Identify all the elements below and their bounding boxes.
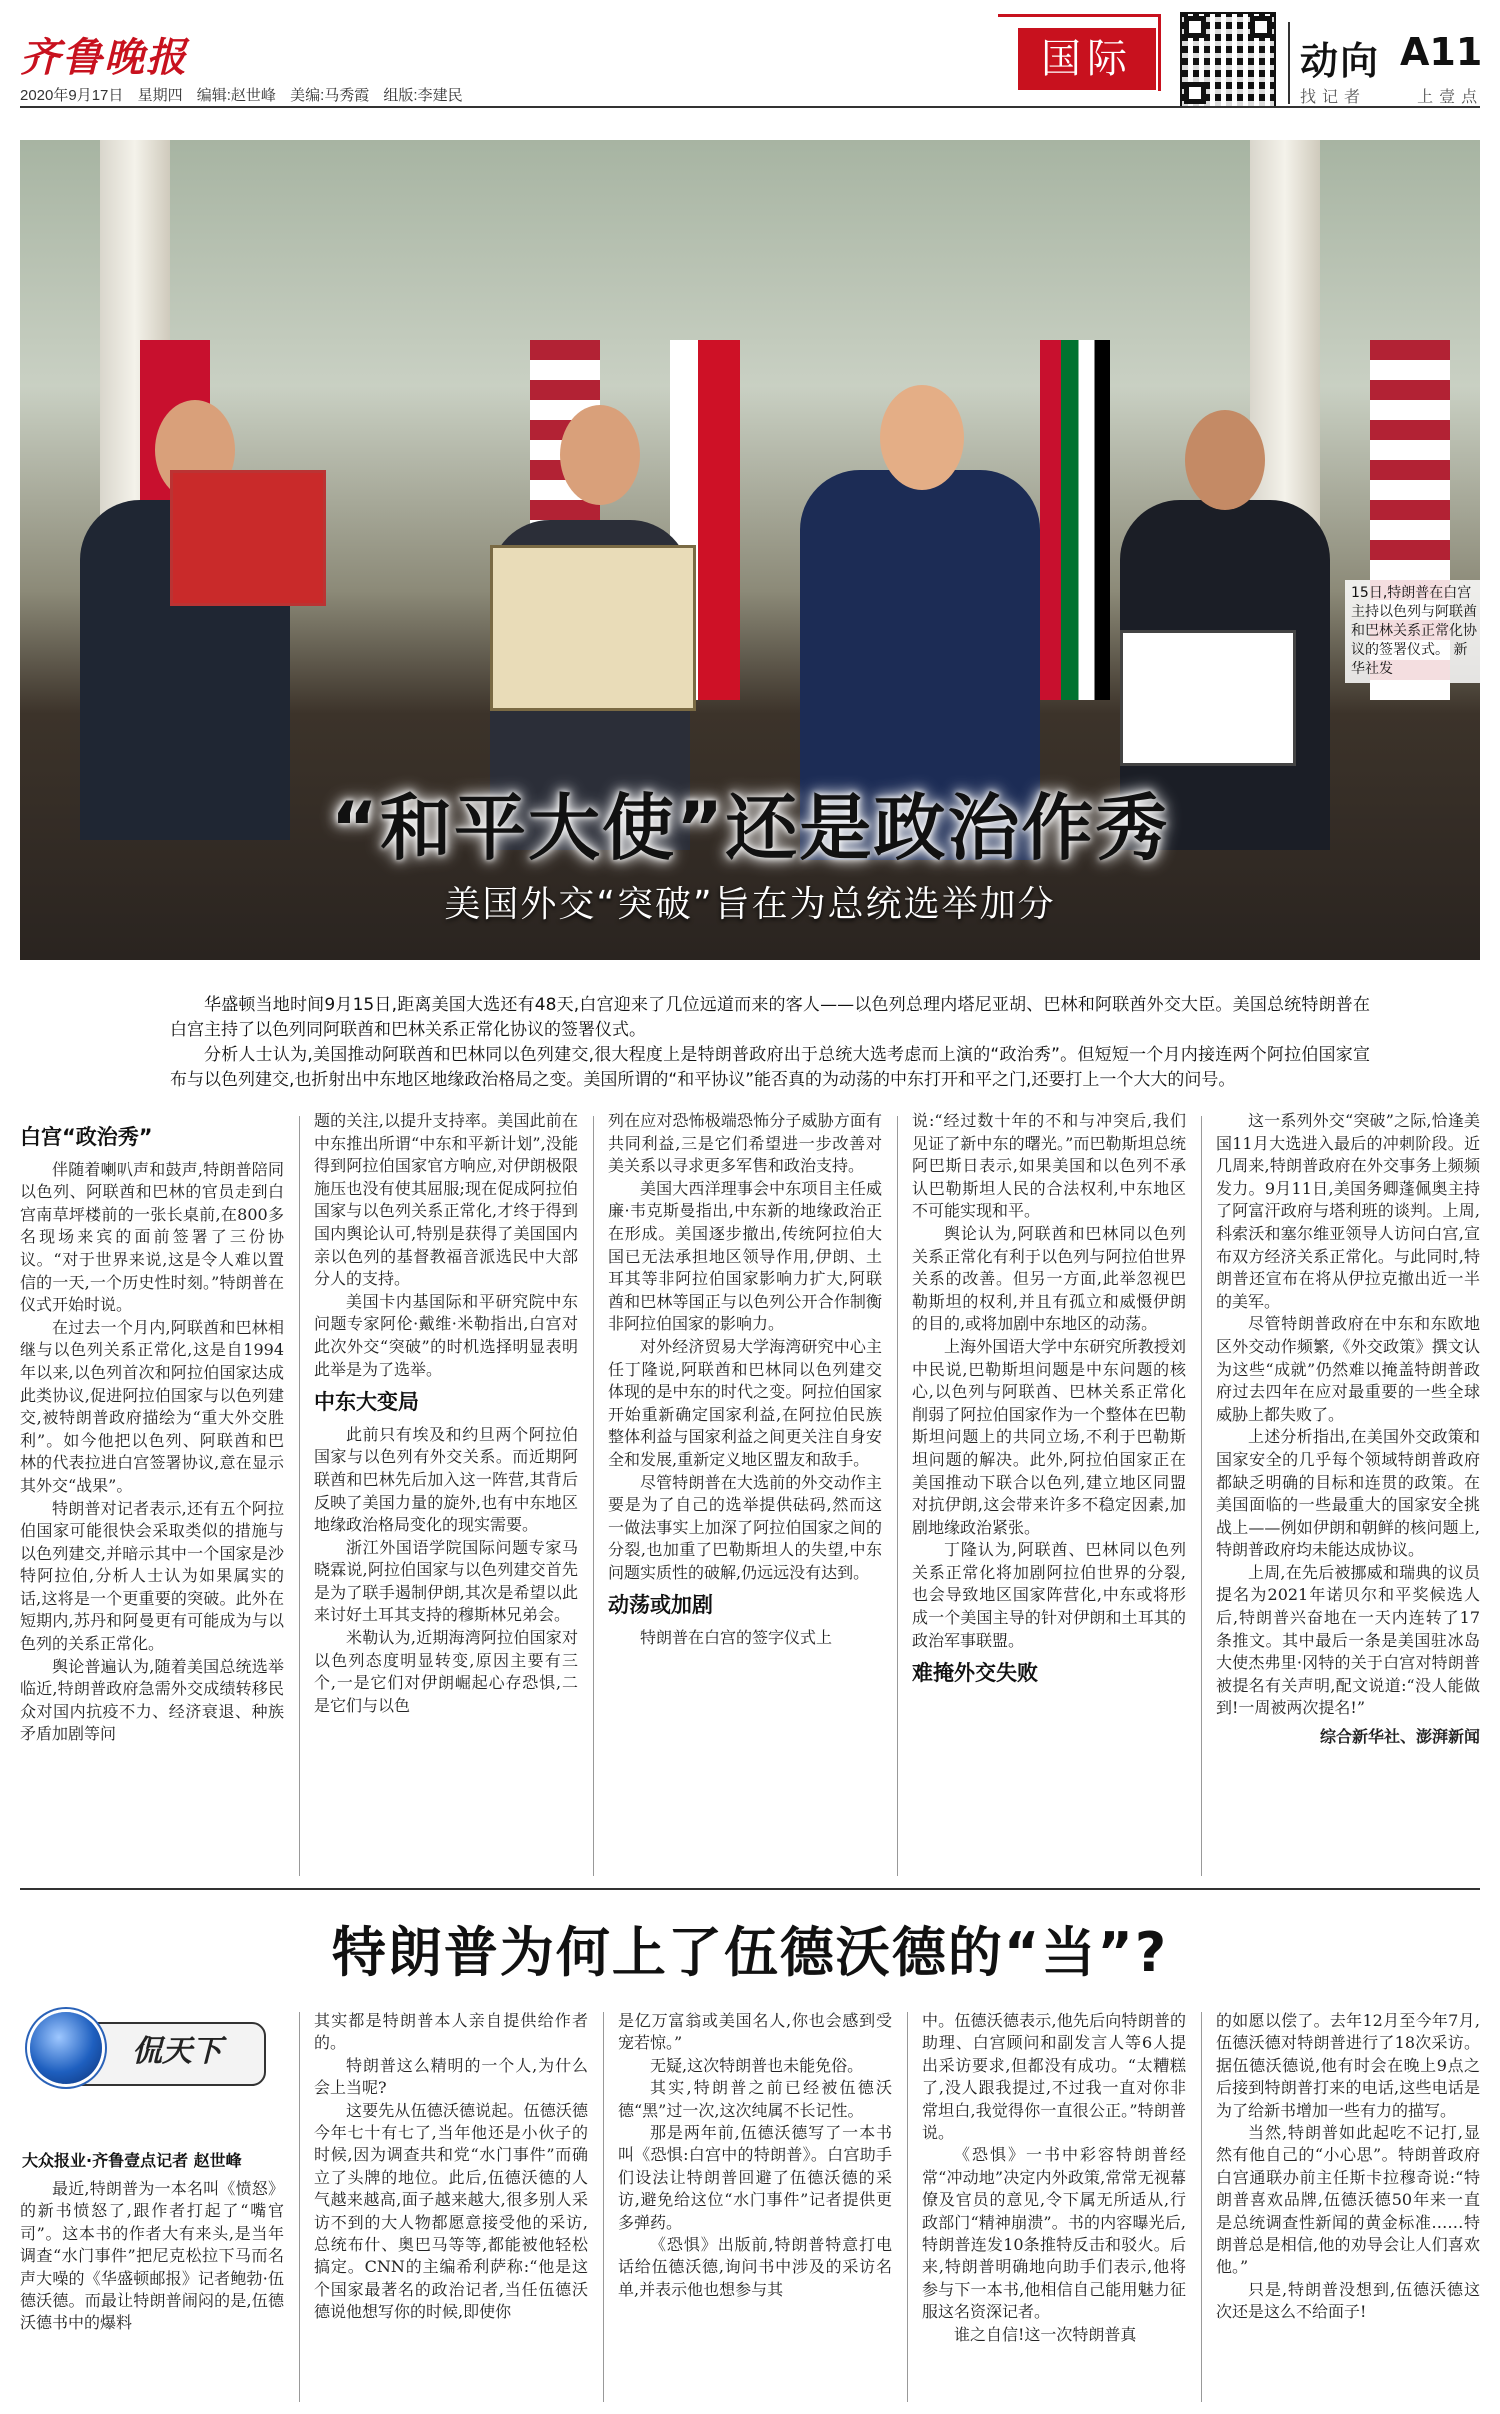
body-paragraph: 上周,在先后被挪威和瑞典的议员提名为2021年诺贝尔和平奖候选人后,特朗普兴奋地在一天内连转了17条推文。其中最后一条是美国驻冰岛大使杰弗里·冈特的关于白宫对特朗普被提名有关声明,配文说道:“没人能做到!一周被两次提名!” <box>1216 1562 1480 1718</box>
body-paragraph: 说:“经过数十年的不和与冲突后,我们见证了新中东的曙光。”而巴勒斯坦总统阿巴斯日表示,如果美国和以色列不承认巴勒斯坦人民的合法权利,中东地区不可能实现和平。 <box>912 1111 1186 1221</box>
headline: 特朗普为何上了伍德沃德的“当”? <box>331 1921 1169 1984</box>
qr-code-icon[interactable] <box>1180 12 1276 108</box>
masthead-divider <box>1288 22 1290 104</box>
article-column <box>20 2178 284 2335</box>
article-column <box>1216 2010 1480 2324</box>
article-column <box>314 2010 588 2324</box>
slogan: 找记者 上壹点 <box>1300 87 1484 106</box>
subheadline: 美国外交“突破”旨在为总统选举加分 <box>444 884 1056 925</box>
section-tab[interactable]: 国际 <box>1018 28 1156 90</box>
body-paragraph: 《恐惧》出版前,特朗普特意打电话给伍德沃德,询问书中涉及的采访名单,并表示他也想参与其 <box>618 2235 892 2299</box>
column-rule <box>907 2012 908 2402</box>
story-divider <box>20 1888 1480 1890</box>
section-subtitle: 动荡或加剧 <box>608 1593 713 1618</box>
body-paragraph: 这一系列外交“突破”之际,恰逢美国11月大选进入最后的冲刺阶段。近几周来,特朗普政府在外交事务上频频发力。9月11日,美国务卿蓬佩奥主持了阿富汗政府与塔利班的谈判。上周,科索沃和塞尔维亚领导人访问白宫,宣布双方经济关系正常化。与此同时,特朗普还宣布在将从伊拉克撤出近一半的美军。 <box>1216 1111 1480 1311</box>
lead-paragraph: 分析人士认为,美国推动阿联酋和巴林同以色列建交,很大程度上是特朗普政府出于总统大选考虑而上演的“政治秀”。但短短一个月内接连两个阿拉伯国家宣布与以色列建交,也折射出中东地区地缘政治格局之变。美国所谓的“和平协议”能否真的为动荡的中东打开和平之门,还要打上一个大大的问号。 <box>170 1045 1370 1090</box>
globe-icon <box>30 2012 102 2084</box>
body-paragraph: 特朗普对记者表示,还有五个阿拉伯国家可能很快会采取类似的措施与以色列建交,并暗示其中一个国家是沙特阿拉伯,分析人士认为如果属实的话,这将是一个更重要的突破。此外在短期内,苏丹和阿曼更有可能成为与以色列的关系正常化。 <box>20 1498 284 1654</box>
column-rule <box>1201 1116 1202 1876</box>
column-logo <box>22 2012 262 2082</box>
article-column <box>608 1110 882 1650</box>
body-paragraph: 《恐惧》一书中彩容特朗普经常“冲动地”决定内外政策,常常无视幕僚及官员的意见,令下属无所适从,行政部门“精神崩溃”。书的内容曝光后,特朗普连发10条推特反击和驳火。后来,特朗普明确地向助手们表示,他将参与下一本书,他相信自己能用魅力征服这名资深记者。 <box>922 2145 1186 2322</box>
article-column <box>20 1116 284 1746</box>
article-column <box>1216 1110 1480 1749</box>
body-paragraph: 其实,特朗普之前已经被伍德沃德“黑”过一次,这次纯属不长记性。 <box>618 2078 892 2120</box>
column-rule <box>1201 2012 1202 2402</box>
headline: “和平大使”还是政治作秀 <box>330 786 1170 870</box>
column-rule <box>603 2012 604 2402</box>
body-paragraph: 尽管特朗普政府在中东和东欧地区外交动作频繁,《外交政策》撰文认为这些“成就”仍然难以掩盖特朗普政府过去四年在应对最重要的一些全球威胁上都失败了。 <box>1216 1314 1480 1424</box>
body-paragraph: 特朗普这么精明的一个人,为什么会上当呢? <box>314 2055 588 2098</box>
article-byline: 大众报业·齐鲁壹点记者 赵世峰 <box>22 2151 242 2170</box>
body-paragraph: 中。伍德沃德表示,他先后向特朗普的助理、白宫顾问和副发言人等6人提出采访要求,但都没有成功。“太糟糕了,没人跟我提过,不过我一直对你非常坦白,我觉得你一直很公正。”特朗普说。 <box>922 2011 1186 2143</box>
body-paragraph: 其实都是特朗普本人亲自提供给作者的。 <box>314 2011 588 2053</box>
body-paragraph: 只是,特朗普没想到,伍德沃德这次还是这么不给面子! <box>1216 2279 1480 2322</box>
body-paragraph: 那是两年前,伍德沃德写了一本书叫《恐惧:白宫中的特朗普》。白宫助手们设法让特朗普回避了伍德沃德的采访,避免给这位“水门事件”记者提供更多弹药。 <box>618 2123 892 2232</box>
body-paragraph: 对外经济贸易大学海湾研究中心主任丁隆说,阿联酋和巴林同以色列建交体现的是中东的时代之变。阿拉伯国家开始重新确定国家利益,在阿拉伯民族整体利益与国家利益之间更关注自身安全和发展,重新定义地区盟友和敌手。 <box>608 1336 882 1469</box>
body-paragraph: 美国卡内基国际和平研究院中东问题专家阿伦·戴维·米勒指出,白宫对此次外交“突破”的时机选择明显表明此举是为了选举。 <box>314 1291 578 1379</box>
page-number: A11 <box>1400 30 1483 74</box>
section-subtitle: 白宫“政治秀” <box>20 1125 153 1149</box>
body-paragraph: 伴随着喇叭声和鼓声,特朗普陪同以色列、阿联酋和巴林的官员走到白宫南草坪楼前的一张长桌前,在800多名现场来宾的面前签署了三份协议。“对于世界来说,这是令人难以置信的一天,一个历史性时刻。”特朗普在仪式开始时说。 <box>20 1159 284 1315</box>
body-paragraph: 美国大西洋理事会中东项目主任威廉·韦克斯曼指出,中东新的地缘政治正在形成。美国逐步撤出,传统阿拉伯大国已无法承担地区领导作用,伊朗、土耳其等非阿拉伯国家影响力扩大,阿联酋和巴林等国正与以色列公开合作制衡非阿拉伯国家的影响力。 <box>608 1178 882 1334</box>
section-subtitle: 中东大变局 <box>314 1390 419 1415</box>
body-paragraph: 列在应对恐怖极端恐怖分子威胁方面有共同利益,三是它们希望进一步改善对美关系以寻求更多军售和政治支持。 <box>608 1111 882 1176</box>
body-paragraph: 最近,特朗普为一本名叫《愤怒》的新书愤怒了,跟作者打起了“嘴官司”。这本书的作者大有来头,是当年调查“水门事件”把尼克松拉下马而名声大噪的《华盛顿邮报》记者鲍勃·伍德沃德。而最让特朗普闹闷的是,伍德沃德书中的爆料 <box>20 2179 284 2333</box>
column-rule <box>299 1116 300 1876</box>
article-column <box>922 2010 1186 2346</box>
section-subtitle: 难掩外交失败 <box>912 1661 1038 1686</box>
photo-caption: 15日,特朗普在白宫主持以色列与阿联酋和巴林关系正常化协议的签署仪式。 新华社发 <box>1345 580 1487 683</box>
body-paragraph: 在过去一个月内,阿联酋和巴林相继与以色列关系正常化,这是自1994年以来,以色列首次和阿拉伯国家达成此类协议,促进阿拉伯国家与以色列建交,被特朗普政府描绘为“重大外交胜利”。如今他把以色列、阿联酋和巴林的代表拉进白宫签署协议,意在显示其外交“战果”。 <box>20 1317 284 1495</box>
article-byline: 综合新华社、澎湃新闻 <box>1319 1727 1480 1747</box>
body-paragraph: 题的关注,以提升支持率。美国此前在中东推出所谓“中东和平新计划”,没能得到阿拉伯国家官方响应,对伊朗极限施压也没有使其屈服;现在促成阿拉伯国家与以色列关系正常化,才终于得到国内舆论认可,特别是获得了美国国内亲以色列的基督教福音派选民中大部分人的支持。 <box>314 1111 578 1289</box>
body-paragraph: 当然,特朗普如此起吃不记打,显然有他自己的“小心思”。特朗普政府白宫通联办前主任斯卡拉穆奇说:“特朗普喜欢品牌,伍德沃德50年来一直是总统调查性新闻的黄金标准……特朗普总是相信,他的劝导会让人们喜欢他。” <box>1216 2123 1480 2277</box>
dateline: 2020年9月17日 星期四 编辑:赵世峰 美编:马秀霞 组版:李建民 <box>20 87 463 104</box>
body-paragraph: 此前只有埃及和约旦两个阿拉伯国家与以色列有外交关系。而近期阿联酋和巴林先后加入这一阵营,其背后反映了美国力量的旋外,也有中东地区地缘政治格局变化的现实需要。 <box>314 1424 578 1535</box>
column-logo-text: 侃天下 <box>132 2034 222 2069</box>
body-paragraph: 上海外国语大学中东研究所教授刘中民说,巴勒斯坦问题是中东问题的核心,以色列与阿联酋、巴林关系正常化削弱了阿拉伯国家作为一个整体在巴勒斯坦问题上的共同立场,不利于巴勒斯坦问题的解决。此外,阿拉伯国家正在美国推动下联合以色列,建立地区同盟对抗伊朗,这会带来许多不稳定因素,加剧地缘政治紧张。 <box>912 1336 1186 1537</box>
body-paragraph: 是亿万富翁或美国名人,你也会感到受宠若惊。” <box>618 2011 892 2053</box>
column-rule <box>897 1116 898 1876</box>
body-paragraph: 谁之自信!这一次特朗普真 <box>954 2324 1137 2344</box>
body-paragraph: 舆论认为,阿联酋和巴林同以色列关系正常化有利于以色列与阿拉伯世界关系的改善。但另一方面,此举忽视巴勒斯坦的权利,并且有孤立和威慑伊朗的目的,或将加剧中东地区的动荡。 <box>912 1223 1186 1334</box>
column-rule <box>299 2012 300 2402</box>
body-paragraph: 特朗普在白宫的签字仪式上 <box>640 1628 833 1648</box>
body-paragraph: 尽管特朗普在大选前的外交动作主要是为了自己的选举提供砝码,然而这一做法事实上加深了阿拉伯国家之间的分裂,也加重了巴勒斯坦人的失望,中东问题实质性的破解,仍远远没有达到。 <box>608 1472 882 1582</box>
body-paragraph: 的如愿以偿了。去年12月至今年7月,伍德沃德对特朗普进行了18次采访。据伍德沃德说,他有时会在晚上9点之后接到特朗普打来的电话,这些电话是为了给新书增加一些有力的描写。 <box>1216 2011 1480 2120</box>
article-column <box>314 1110 578 1717</box>
body-paragraph: 米勒认为,近期海湾阿拉伯国家对以色列态度明显转变,原因主要有三个,一是它们对伊朗崛起心存恐惧,二是它们与以色 <box>314 1628 578 1715</box>
body-paragraph: 这要先从伍德沃德说起。伍德沃德今年七十有七了,当年他还是小伙子的时候,因为调查共和党“水门事件”而确立了头牌的地位。此后,伍德沃德的人气越来越高,面子越来越大,很多别人采访不到的大人物都愿意接受他的采访,总统布什、奥巴马等等,都能被他轻松搞定。CNN的主编希利萨称:“他是这个国家最著名的政治记者,当任伍德沃德说他想写你的时候,即使你 <box>314 2100 588 2322</box>
lead-paragraph: 华盛顿当地时间9月15日,距离美国大选还有48天,白宫迎来了几位远道而来的客人——以色列总理内塔尼亚胡、巴林和阿联酋外交大臣。美国总统特朗普在白宫主持了以色列同阿联酋和巴林关系正常化协议的签署仪式。 <box>170 995 1370 1040</box>
body-paragraph: 舆论普遍认为,随着美国总统选举临近,特朗普政府急需外交成绩转移民众对国内抗疫不力、经济衰退、种族矛盾加剧等问 <box>20 1656 284 1744</box>
column-rule <box>593 1116 594 1876</box>
body-paragraph: 浙江外国语学院国际问题专家马晓霖说,阿拉伯国家与以色列建交首先是为了联手遏制伊朗,其次是希望以此来讨好土耳其支持的穆斯林兄弟会。 <box>314 1537 578 1625</box>
top-rule <box>20 106 1480 108</box>
page-section-label: 动向 <box>1300 39 1381 83</box>
body-paragraph: 无疑,这次特朗普也未能免俗。 <box>650 2055 864 2075</box>
body-paragraph: 上述分析指出,在美国外交政策和国家安全的几乎每个领域特朗普政府都缺乏明确的目标和连贯的政策。在美国面临的一些最重大的国家安全挑战上——例如伊朗和朝鲜的核问题上,特朗普政府均未能达成协议。 <box>1216 1427 1480 1560</box>
body-paragraph: 丁隆认为,阿联酋、巴林同以色列关系正常化将加剧阿拉伯世界的分裂,也会导致地区国家阵营化,中东或将形成一个美国主导的针对伊朗和土耳其的政治军事联盟。 <box>912 1540 1186 1650</box>
article-column <box>912 1110 1186 1695</box>
article-column <box>618 2010 892 2301</box>
newspaper-logo: 齐鲁晚报 <box>20 34 188 81</box>
